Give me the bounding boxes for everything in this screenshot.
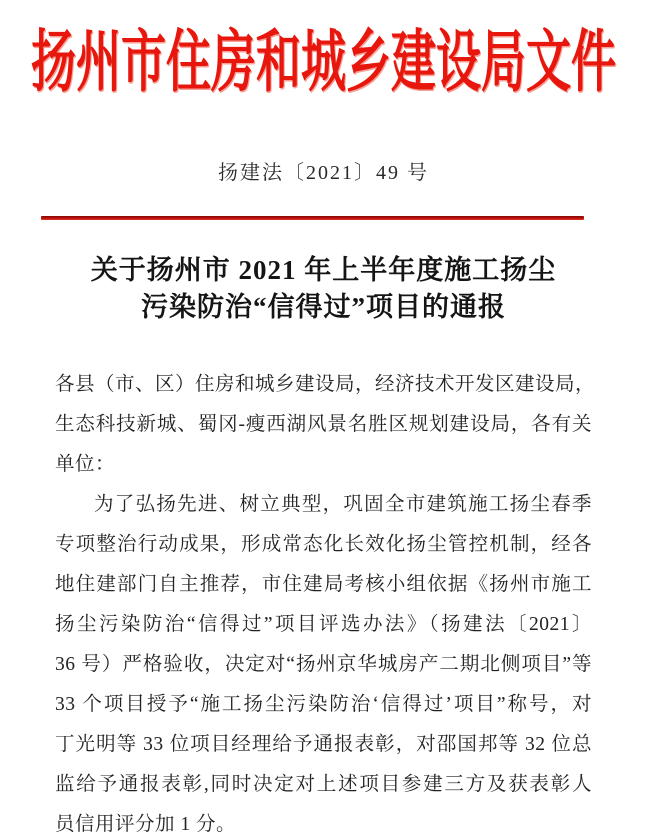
body-line: 为了弘扬先进、树立典型，巩固全市建筑施工扬尘春季 xyxy=(94,494,592,515)
document-title-line-1: 关于扬州市 2021 年上半年度施工扬尘 xyxy=(90,255,557,285)
red-divider-rule xyxy=(41,216,584,220)
body-line: 监给予通报表彰,同时决定对上述项目参建三方及获表彰人 xyxy=(55,774,592,795)
body-line: 员信用评分加 1 分。 xyxy=(55,814,237,835)
body-line: 地住建部门自主推荐，市住建局考核小组依据《扬州市施工 xyxy=(55,574,592,595)
document-title xyxy=(0,252,647,326)
agency-letterhead-title: 扬州市住房和城乡建设局文件 xyxy=(30,25,616,100)
body-line: 生态科技新城、蜀冈-瘦西湖风景名胜区规划建设局，各有关 xyxy=(55,414,592,435)
body-line: 丁光明等 33 位项目经理给予通报表彰，对邵国邦等 32 位总 xyxy=(55,734,592,755)
document-number: 扬建法〔2021〕49 号 xyxy=(218,162,429,184)
body-line: 各县（市、区）住房和城乡建设局，经济技术开发区建设局， xyxy=(55,374,596,395)
body-line: 专项整治行动成果，形成常态化长效化扬尘管控机制，经各 xyxy=(55,534,592,555)
body-line: 单位： xyxy=(55,454,116,475)
body-line: 36 号）严格验收，决定对“扬州京华城房产二期北侧项目”等 xyxy=(55,654,592,675)
body-line: 扬尘污染防治“信得过”项目评选办法》（扬建法〔2021〕 xyxy=(55,614,592,635)
document-body xyxy=(55,365,596,839)
document-title-line-2: 污染防治“信得过”项目的通报 xyxy=(141,292,506,322)
body-line: 33 个项目授予“施工扬尘污染防治‘信得过’项目”称号，对 xyxy=(55,694,592,715)
